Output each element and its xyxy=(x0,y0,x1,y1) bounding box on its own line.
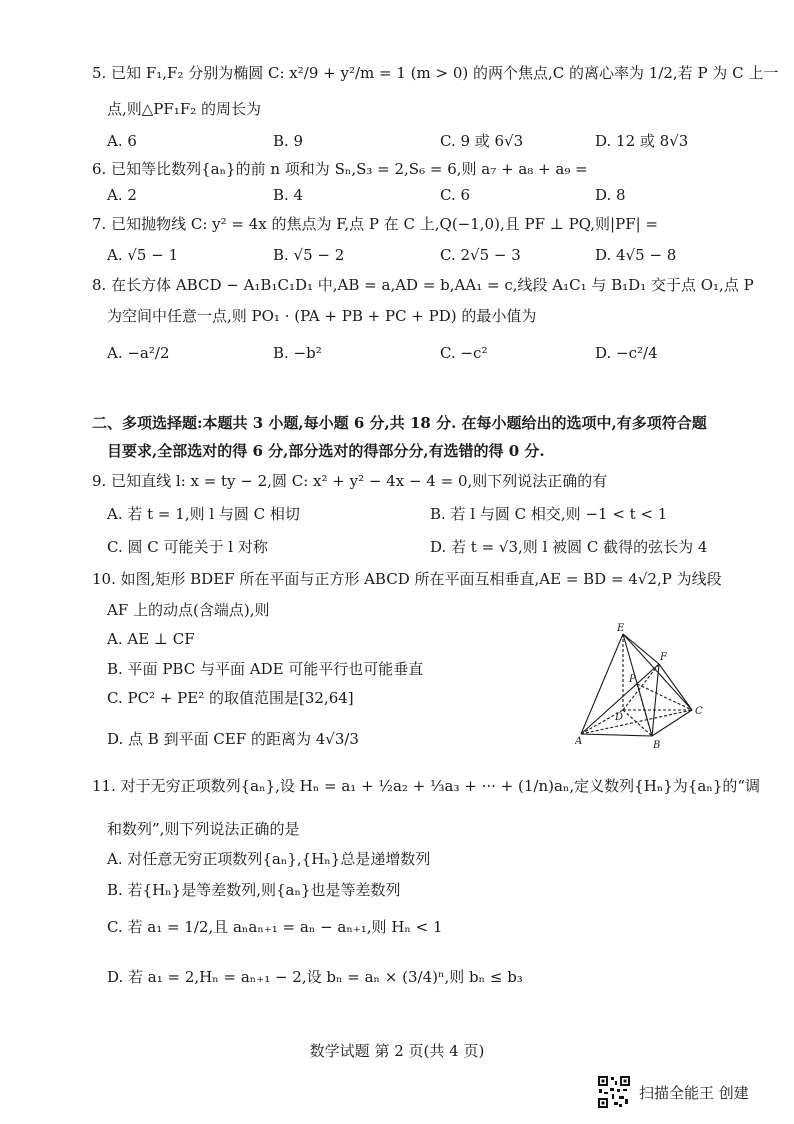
watermark-text: 扫描全能王 创建 xyxy=(639,1083,749,1102)
q10-stem-cont: AF 上的动点(含端点),则 xyxy=(107,601,270,619)
fig-label-f: F xyxy=(660,652,667,663)
q5-option-b: B. 9 xyxy=(273,132,304,150)
q10-option-c: C. PC² + PE² 的取值范围是[32,64] xyxy=(107,689,354,707)
qr-code-icon xyxy=(597,1075,631,1109)
q9-option-c: C. 圆 C 可能关于 l 对称 xyxy=(107,538,268,556)
q9-option-b: B. 若 l 与圆 C 相交,则 −1 < t < 1 xyxy=(430,505,668,523)
q6-option-d: D. 8 xyxy=(595,186,626,204)
fig-label-e: E xyxy=(617,623,625,634)
q6-stem: 6. 已知等比数列{aₙ}的前 n 项和为 Sₙ,S₃ = 2,S₆ = 6,则 a₇ + a₈ + a₉ = xyxy=(92,160,588,178)
q10-stem: 10. 如图,矩形 BDEF 所在平面与正方形 ABCD 所在平面互相垂直,AE = BD = 4√2,P 为线段 xyxy=(92,570,722,588)
q7-option-c: C. 2√5 − 3 xyxy=(440,246,521,264)
q8-stem: 8. 在长方体 ABCD − A₁B₁C₁D₁ 中,AB = a,AD = b,AA₁ = c,线段 A₁C₁ 与 B₁D₁ 交于点 O₁,点 P xyxy=(92,276,754,294)
q8-option-c: C. −c² xyxy=(440,344,488,362)
q5-option-a: A. 6 xyxy=(107,132,137,150)
fig-label-c: C xyxy=(695,706,703,717)
q7-option-d: D. 4√5 − 8 xyxy=(595,246,677,264)
q6-option-c: C. 6 xyxy=(440,186,471,204)
q8-option-a: A. −a²/2 xyxy=(107,344,170,362)
section-2-heading-cont: 目要求,全部选对的得 6 分,部分选对的得部分分,有选错的得 0 分. xyxy=(107,442,545,460)
q5-option-d: D. 12 或 8√3 xyxy=(595,132,689,150)
q8-stem-cont: 为空间中任意一点,则 PO₁ · (PA + PB + PC + PD) 的最小值为 xyxy=(107,307,537,325)
q8-option-b: B. −b² xyxy=(273,344,322,362)
q11-option-d: D. 若 a₁ = 2,Hₙ = aₙ₊₁ − 2,设 bₙ = aₙ × (3/4)ⁿ,则 bₙ ≤ b₃ xyxy=(107,968,523,986)
scanner-watermark xyxy=(597,1075,749,1109)
q9-stem: 9. 已知直线 l: x = ty − 2,圆 C: x² + y² − 4x − 4 = 0,则下列说法正确的有 xyxy=(92,472,608,490)
q6-option-a: A. 2 xyxy=(107,186,137,204)
q8-option-d: D. −c²/4 xyxy=(595,344,658,362)
fig-label-a: A xyxy=(575,736,583,747)
q11-stem-cont: 和数列”,则下列说法正确的是 xyxy=(107,820,300,838)
q11-option-b: B. 若{Hₙ}是等差数列,则{aₙ}也是等差数列 xyxy=(107,881,401,899)
q11-stem: 11. 对于无穷正项数列{aₙ},设 Hₙ = a₁ + ½a₂ + ⅓a₃ + ··· + (1/n)aₙ,定义数列{Hₙ}为{aₙ}的“调 xyxy=(92,777,761,795)
fig-label-b: B xyxy=(653,740,661,751)
q9-option-d: D. 若 t = √3,则 l 被圆 C 截得的弦长为 4 xyxy=(430,538,708,556)
page-footer: 数学试题 第 2 页(共 4 页) xyxy=(309,1042,485,1060)
section-2-heading: 二、多项选择题:本题共 3 小题,每小题 6 分,共 18 分. 在每小题给出的选项中,有多项符合题 xyxy=(92,414,707,432)
q5-stem-cont: 点,则△PF₁F₂ 的周长为 xyxy=(107,100,262,118)
q11-option-a: A. 对任意无穷正项数列{aₙ},{Hₙ}总是递增数列 xyxy=(107,850,431,868)
q7-option-b: B. √5 − 2 xyxy=(273,246,345,264)
q6-option-b: B. 4 xyxy=(273,186,304,204)
q10-option-b: B. 平面 PBC 与平面 ADE 可能平行也可能垂直 xyxy=(107,660,424,678)
q9-option-a: A. 若 t = 1,则 l 与圆 C 相切 xyxy=(107,505,300,523)
q5-stem: 5. 已知 F₁,F₂ 分别为椭圆 C: x²/9 + y²/m = 1 (m > 0) 的两个焦点,C 的离心率为 1/2,若 P 为 C 上一 xyxy=(92,64,779,82)
q10-option-a: A. AE ⊥ CF xyxy=(107,630,195,648)
q10-solid-figure xyxy=(575,622,715,752)
fig-label-p: P xyxy=(629,674,636,685)
q10-option-d: D. 点 B 到平面 CEF 的距离为 4√3/3 xyxy=(107,730,359,748)
q7-option-a: A. √5 − 1 xyxy=(107,246,179,264)
q5-option-c: C. 9 或 6√3 xyxy=(440,132,524,150)
q7-stem: 7. 已知抛物线 C: y² = 4x 的焦点为 F,点 P 在 C 上,Q(−1,0),且 PF ⊥ PQ,则|PF| = xyxy=(92,215,658,233)
fig-label-d: D xyxy=(615,712,624,723)
q11-option-c: C. 若 a₁ = 1/2,且 aₙaₙ₊₁ = aₙ − aₙ₊₁,则 Hₙ < 1 xyxy=(107,918,443,936)
